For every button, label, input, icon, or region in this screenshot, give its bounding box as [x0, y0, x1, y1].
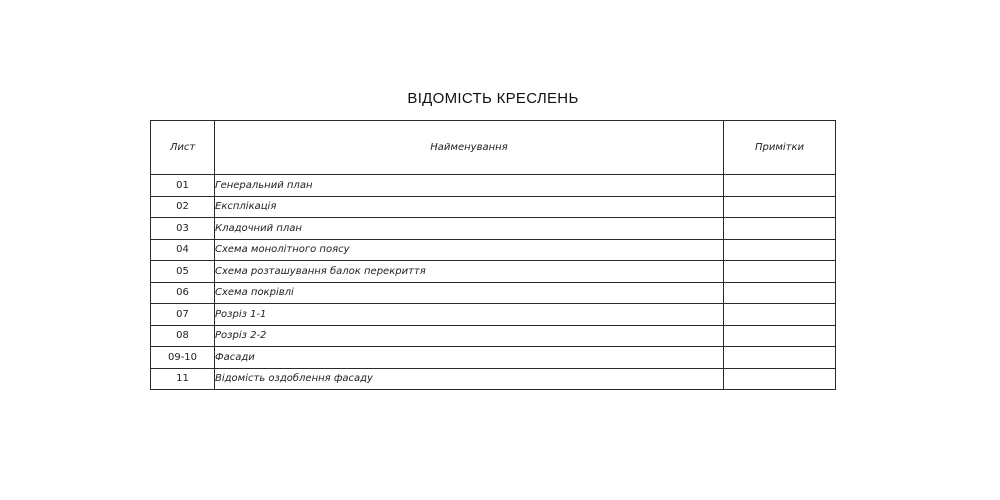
- header-sheet: Лист: [151, 121, 215, 175]
- sheet-notes: [724, 196, 836, 218]
- sheet-name: Розріз 1-1: [215, 304, 724, 326]
- table-row: [151, 282, 836, 304]
- sheet-name: Відомість оздоблення фасаду: [215, 368, 724, 390]
- sheet-number: 06: [151, 282, 215, 304]
- sheet-number: 02: [151, 196, 215, 218]
- sheet-number: 03: [151, 218, 215, 240]
- sheet-notes: [724, 218, 836, 240]
- sheet-notes: [724, 175, 836, 197]
- sheet-notes: [724, 368, 836, 390]
- table-row: [151, 368, 836, 390]
- sheet-notes: [724, 282, 836, 304]
- sheet-name: Генеральний план: [215, 175, 724, 197]
- sheet-name: Розріз 2-2: [215, 325, 724, 347]
- sheet-number: 04: [151, 239, 215, 261]
- sheet-number: 01: [151, 175, 215, 197]
- table-row: [151, 304, 836, 326]
- sheet-number: 08: [151, 325, 215, 347]
- table-body: [151, 175, 836, 390]
- sheet-notes: [724, 261, 836, 283]
- sheet-name: Фасади: [215, 347, 724, 369]
- sheet-notes: [724, 239, 836, 261]
- sheet-number: 05: [151, 261, 215, 283]
- table-row: [151, 196, 836, 218]
- page-title: ВІДОМІСТЬ КРЕСЛЕНЬ: [407, 90, 579, 107]
- table-row: [151, 261, 836, 283]
- sheet-notes: [724, 304, 836, 326]
- sheet-number: 11: [151, 368, 215, 390]
- sheet-notes: [724, 347, 836, 369]
- sheet-notes: [724, 325, 836, 347]
- sheet-number: 07: [151, 304, 215, 326]
- sheet-name: Схема розташування балок перекриття: [215, 261, 724, 283]
- sheet-name: Кладочний план: [215, 218, 724, 240]
- header-notes: Примітки: [724, 121, 836, 175]
- sheet-name: Схема покрівлі: [215, 282, 724, 304]
- table-row: [151, 347, 836, 369]
- sheet-name: Схема монолітного поясу: [215, 239, 724, 261]
- sheet-name: Експлікація: [215, 196, 724, 218]
- sheet-number: 09-10: [151, 347, 215, 369]
- table-row: [151, 239, 836, 261]
- drawings-list-table: [150, 120, 836, 390]
- header-name: Найменування: [215, 121, 724, 175]
- table-row: [151, 175, 836, 197]
- table-row: [151, 218, 836, 240]
- table-header-row: [151, 121, 836, 175]
- table-row: [151, 325, 836, 347]
